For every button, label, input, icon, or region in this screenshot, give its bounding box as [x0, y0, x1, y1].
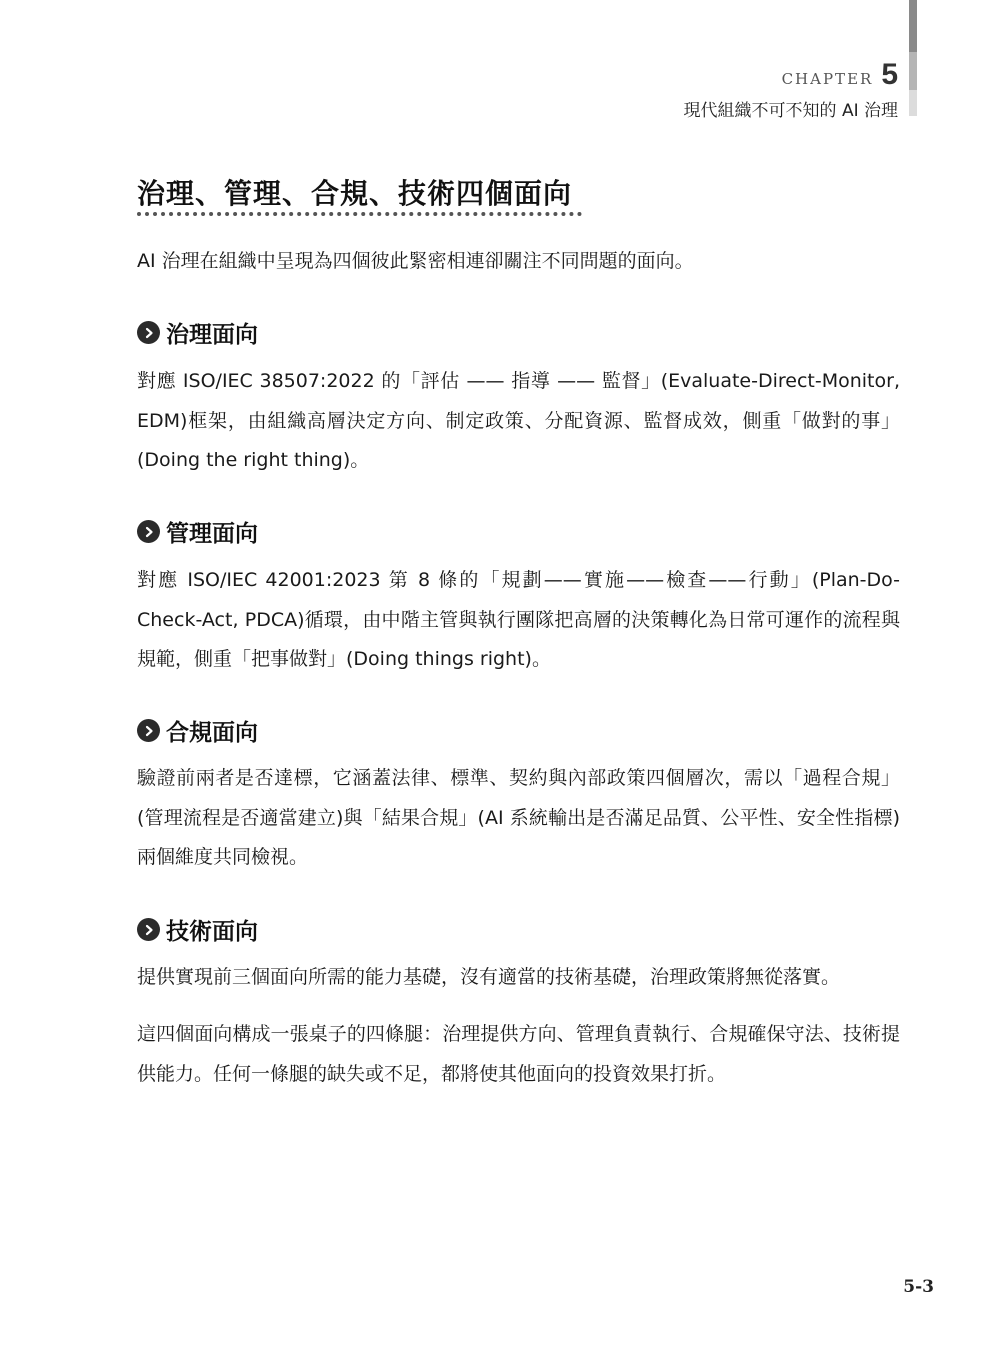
chevron-right-icon [137, 321, 160, 344]
section-title: 治理、管理、合規、技術四個面向 [137, 177, 573, 210]
chevron-right-icon [137, 719, 160, 742]
chapter-header [684, 60, 898, 121]
page-number: 5-3 [903, 1277, 934, 1297]
subsection-body-governance: 對應 ISO/IEC 38507:2022 的「評估 —— 指導 —— 監督」(Evaluate-Direct-Monitor, EDM)框架，由組織高層決定方向、制定政策、分配資源、監督成效，側重「做對的事」(Doing the right thing)。 [137, 370, 900, 471]
subsection-heading-text: 管理面向 [166, 521, 258, 547]
subsection-body-management: 對應 ISO/IEC 42001:2023 第 8 條的「規劃——實施——檢查——行動」(Plan-Do-Check-Act, PDCA)循環，由中階主管與執行團隊把高層的決策轉化為日常可運作的流程與規範，側重「把事做對」(Doing things right)。 [137, 569, 900, 670]
chevron-right-icon [137, 918, 160, 941]
intro-paragraph: AI 治理在組織中呈現為四個彼此緊密相連卻關注不同問題的面向。 [137, 250, 694, 272]
closing-paragraph: 這四個面向構成一張桌子的四條腿：治理提供方向、管理負責執行、合規確保守法、技術提供能力。任何一條腿的缺失或不足，都將使其他面向的投資效果打折。 [137, 1023, 900, 1085]
subsection-body-technology: 提供實現前三個面向所需的能力基礎，沒有適當的技術基礎，治理政策將無從落實。 [137, 966, 841, 988]
chapter-word: CHAPTER [781, 70, 874, 88]
edge-bar-mid [909, 52, 917, 90]
subsection-heading-technology [137, 913, 258, 946]
edge-bar-dark [909, 0, 917, 52]
subsection-heading-text: 技術面向 [166, 919, 258, 945]
chapter-number: 5 [881, 58, 898, 91]
subsection-heading-management [137, 515, 258, 548]
chapter-label [684, 60, 898, 90]
edge-bar-light [909, 90, 917, 116]
subsection-body-compliance: 驗證前兩者是否達標，它涵蓋法律、標準、契約與內部政策四個層次，需以「過程合規」(管理流程是否適當建立)與「結果合規」(AI 系統輸出是否滿足品質、公平性、安全性指標)兩個維度共同檢視。 [137, 767, 900, 868]
subsection-heading-compliance [137, 714, 258, 747]
subsection-heading-governance [137, 316, 258, 349]
subsection-heading-text: 治理面向 [166, 322, 258, 348]
chevron-right-icon [137, 520, 160, 543]
subsection-heading-text: 合規面向 [166, 720, 258, 746]
chapter-title: 現代組織不可不知的 AI 治理 [683, 101, 898, 121]
title-dotted-rule [137, 212, 582, 216]
